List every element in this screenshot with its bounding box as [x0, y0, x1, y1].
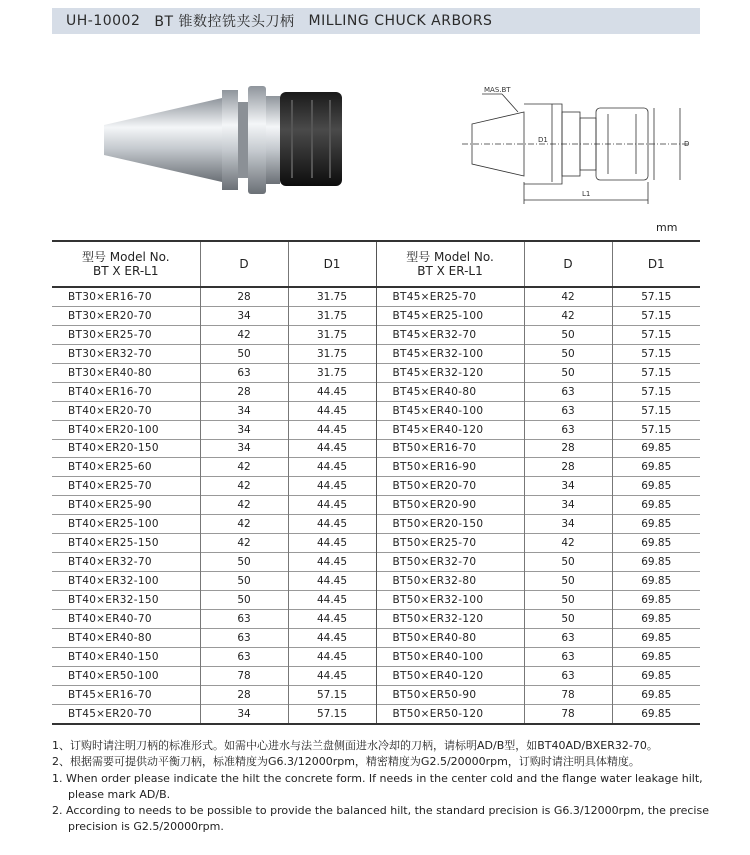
cell-model: BT50×ER20-70: [376, 477, 524, 496]
cell-d: 50: [200, 572, 288, 591]
cell-d: 78: [524, 685, 612, 704]
cell-d: 50: [524, 553, 612, 572]
cell-model: BT50×ER50-120: [376, 704, 524, 723]
table-header-row: [52, 241, 700, 287]
cell-model: BT50×ER32-100: [376, 591, 524, 610]
cell-model: BT30×ER20-70: [68, 309, 152, 322]
cell-d: 63: [200, 609, 288, 628]
cell-d1: 69.85: [612, 591, 700, 610]
cell-d: 63: [524, 401, 612, 420]
cell-model: BT50×ER32-120: [376, 609, 524, 628]
cell-d1: 69.85: [612, 666, 700, 685]
product-photo: [92, 78, 372, 202]
cell-model: BT40×ER16-70: [68, 385, 152, 398]
cell-d: 28: [200, 382, 288, 401]
product-code: UH-10002: [66, 13, 141, 29]
cell-model: BT45×ER25-70: [376, 287, 524, 306]
cell-model: BT40×ER32-70: [68, 556, 152, 569]
cell-d1: 31.75: [288, 287, 376, 306]
cell-d: 42: [200, 515, 288, 534]
cell-d1: 44.45: [288, 458, 376, 477]
cell-d1: 57.15: [288, 704, 376, 723]
table-row: [52, 363, 700, 382]
cell-d1: 44.45: [288, 401, 376, 420]
cell-model: BT40×ER20-150: [68, 442, 159, 455]
cell-d: 42: [524, 287, 612, 306]
table-row: [52, 439, 700, 458]
note-cn-2: 2、根据需要可提供动平衡刀柄，标准精度为G6.3/12000rpm，精密精度为G2.5/20000rpm，订购时请注明具体精度。: [52, 755, 640, 768]
cell-d: 34: [200, 439, 288, 458]
cell-model: BT40×ER25-100: [68, 518, 159, 531]
spec-table-body: [52, 287, 700, 724]
cell-d1: 69.85: [612, 704, 700, 723]
cell-model: BT50×ER20-150: [376, 515, 524, 534]
cell-d1: 69.85: [612, 609, 700, 628]
cell-model: BT30×ER40-80: [68, 366, 152, 379]
cell-model: BT40×ER40-150: [68, 650, 159, 663]
cell-d: 50: [200, 553, 288, 572]
title-bar: [52, 8, 700, 34]
cell-d: 63: [524, 666, 612, 685]
cell-d: 28: [524, 458, 612, 477]
cell-d1: 44.45: [288, 572, 376, 591]
header-d: D: [200, 241, 288, 287]
header-model-cn: 型号 Model No.: [81, 250, 170, 264]
cell-model: BT45×ER32-120: [376, 363, 524, 382]
cell-d1: 69.85: [612, 458, 700, 477]
cell-model: BT50×ER40-120: [376, 666, 524, 685]
note-en-1: 1. When order please indicate the hilt the concrete form. If needs in the center cold and the flange water leakage hilt, please mark AD/B.: [52, 772, 703, 801]
cell-d1: 57.15: [612, 344, 700, 363]
cell-d: 42: [200, 458, 288, 477]
header-d: D: [524, 241, 612, 287]
cell-d: 42: [200, 325, 288, 344]
table-row: [52, 704, 700, 723]
cell-d: 78: [200, 666, 288, 685]
cell-d1: 69.85: [612, 496, 700, 515]
cell-d1: 31.75: [288, 363, 376, 382]
cell-model: BT50×ER40-100: [376, 647, 524, 666]
cell-model: BT50×ER20-90: [376, 496, 524, 515]
table-row: [52, 325, 700, 344]
cell-d1: 44.45: [288, 591, 376, 610]
cell-d1: 57.15: [612, 363, 700, 382]
cell-d: 50: [524, 591, 612, 610]
table-row: [52, 534, 700, 553]
table-row: [52, 553, 700, 572]
unit-label: mm: [656, 221, 678, 234]
table-row: [52, 628, 700, 647]
cell-model: BT30×ER25-70: [68, 328, 152, 341]
cell-d1: 69.85: [612, 647, 700, 666]
cell-d: 63: [524, 382, 612, 401]
cell-d1: 44.45: [288, 439, 376, 458]
cell-d1: 44.45: [288, 534, 376, 553]
title-english: MILLING CHUCK ARBORS: [308, 13, 493, 29]
cell-d1: 57.15: [612, 306, 700, 325]
notes: [52, 738, 712, 834]
title-chinese: BT 锥数控铣夹头刀柄: [154, 14, 295, 30]
header-model: [52, 241, 200, 287]
cell-d: 50: [524, 609, 612, 628]
cell-d: 63: [200, 363, 288, 382]
cell-d1: 57.15: [288, 685, 376, 704]
label-d: D: [684, 140, 690, 148]
cell-model: BT45×ER32-100: [376, 344, 524, 363]
cell-d: 50: [524, 325, 612, 344]
header-d1: D1: [288, 241, 376, 287]
cell-model: BT45×ER40-120: [376, 420, 524, 439]
cell-d: 50: [524, 572, 612, 591]
cell-d1: 44.45: [288, 666, 376, 685]
cell-d: 78: [524, 704, 612, 723]
table-row: [52, 306, 700, 325]
cell-model: BT50×ER16-90: [376, 458, 524, 477]
cell-d1: 31.75: [288, 344, 376, 363]
table-row: [52, 666, 700, 685]
cell-d1: 44.45: [288, 609, 376, 628]
cell-d1: 57.15: [612, 382, 700, 401]
table-row: [52, 401, 700, 420]
note-en-2: 2. According to needs to be possible to provide the balanced hilt, the standard precision is G6.3/12000rpm, the precise precision is G2.5/20000rpm.: [52, 804, 709, 833]
cell-d1: 69.85: [612, 534, 700, 553]
table-row: [52, 515, 700, 534]
cell-model: BT30×ER16-70: [68, 290, 152, 303]
header-d1: D1: [612, 241, 700, 287]
cell-model: BT45×ER20-70: [68, 707, 152, 720]
cell-model: BT50×ER50-90: [376, 685, 524, 704]
table-row: [52, 572, 700, 591]
cell-d: 63: [200, 647, 288, 666]
cell-d: 50: [200, 344, 288, 363]
cell-model: BT40×ER20-70: [68, 404, 152, 417]
cell-d: 34: [200, 306, 288, 325]
cell-d: 63: [524, 420, 612, 439]
table-row: [52, 685, 700, 704]
table-row: [52, 496, 700, 515]
cell-d1: 69.85: [612, 685, 700, 704]
cell-model: BT40×ER50-100: [68, 669, 159, 682]
cell-d1: 31.75: [288, 325, 376, 344]
table-row: [52, 477, 700, 496]
cell-d1: 44.45: [288, 496, 376, 515]
table-row: [52, 344, 700, 363]
cell-model: BT50×ER32-80: [376, 572, 524, 591]
cell-d: 34: [200, 420, 288, 439]
cell-model: BT40×ER25-70: [68, 480, 152, 493]
cell-d: 50: [524, 363, 612, 382]
cell-d: 42: [524, 534, 612, 553]
cell-d1: 31.75: [288, 306, 376, 325]
cell-d1: 44.45: [288, 553, 376, 572]
header-model-cn: 型号 Model No.: [406, 250, 494, 264]
cell-d: 34: [200, 704, 288, 723]
cell-d1: 57.15: [612, 287, 700, 306]
cell-model: BT40×ER40-80: [68, 631, 152, 644]
cell-d: 50: [524, 344, 612, 363]
cell-d: 28: [200, 287, 288, 306]
cell-model: BT30×ER32-70: [68, 347, 152, 360]
cell-model: BT40×ER25-90: [68, 499, 152, 512]
cell-d: 34: [524, 477, 612, 496]
cell-d1: 57.15: [612, 325, 700, 344]
cell-d: 63: [200, 628, 288, 647]
cell-d1: 69.85: [612, 439, 700, 458]
cell-d: 42: [200, 534, 288, 553]
table-row: [52, 420, 700, 439]
cell-model: BT45×ER25-100: [376, 306, 524, 325]
cell-d1: 69.85: [612, 628, 700, 647]
cell-d: 28: [200, 685, 288, 704]
spec-table: [52, 240, 700, 725]
note-cn-1: 1、订购时请注明刀柄的标准形式。如需中心进水与法兰盘侧面进水冷却的刀柄，请标明AD/B型，如BT40AD/BXER32-70。: [52, 739, 658, 752]
cell-d1: 57.15: [612, 401, 700, 420]
label-d1: D1: [538, 136, 548, 144]
cell-d: 34: [200, 401, 288, 420]
cell-d1: 69.85: [612, 572, 700, 591]
cell-model: BT40×ER25-150: [68, 537, 159, 550]
table-row: [52, 287, 700, 306]
table-row: [52, 591, 700, 610]
cell-d: 42: [524, 306, 612, 325]
header-model: [376, 241, 524, 287]
cell-model: BT50×ER40-80: [376, 628, 524, 647]
header-model-en: BT X ER-L1: [93, 264, 159, 278]
cell-model: BT45×ER40-80: [376, 382, 524, 401]
cell-model: BT50×ER16-70: [376, 439, 524, 458]
header-model-en: BT X ER-L1: [417, 264, 483, 278]
cell-d: 42: [200, 477, 288, 496]
cell-d: 28: [524, 439, 612, 458]
cell-d1: 69.85: [612, 477, 700, 496]
cell-model: BT40×ER40-70: [68, 612, 152, 625]
cell-d1: 69.85: [612, 553, 700, 572]
cell-d1: 69.85: [612, 515, 700, 534]
cell-model: BT40×ER20-100: [68, 423, 159, 436]
technical-drawing: [458, 82, 698, 212]
cell-d1: 44.45: [288, 515, 376, 534]
cell-d: 34: [524, 515, 612, 534]
cell-d1: 44.45: [288, 647, 376, 666]
table-row: [52, 647, 700, 666]
cell-d: 42: [200, 496, 288, 515]
cell-d: 63: [524, 647, 612, 666]
cell-d1: 44.45: [288, 477, 376, 496]
cell-d: 50: [200, 591, 288, 610]
cell-model: BT40×ER25-60: [68, 461, 152, 474]
cell-model: BT45×ER40-100: [376, 401, 524, 420]
table-row: [52, 609, 700, 628]
cell-d1: 57.15: [612, 420, 700, 439]
cell-model: BT45×ER16-70: [68, 688, 152, 701]
label-l1: L1: [582, 190, 591, 198]
cell-model: BT50×ER25-70: [376, 534, 524, 553]
cell-model: BT40×ER32-100: [68, 575, 159, 588]
cell-d: 63: [524, 628, 612, 647]
cell-model: BT50×ER32-70: [376, 553, 524, 572]
cell-d1: 44.45: [288, 420, 376, 439]
cell-d1: 44.45: [288, 628, 376, 647]
cell-model: BT45×ER32-70: [376, 325, 524, 344]
table-row: [52, 458, 700, 477]
cell-d1: 44.45: [288, 382, 376, 401]
cell-d: 34: [524, 496, 612, 515]
table-row: [52, 382, 700, 401]
cell-model: BT40×ER32-150: [68, 593, 159, 606]
label-mas-bt: MAS.BT: [484, 86, 511, 94]
